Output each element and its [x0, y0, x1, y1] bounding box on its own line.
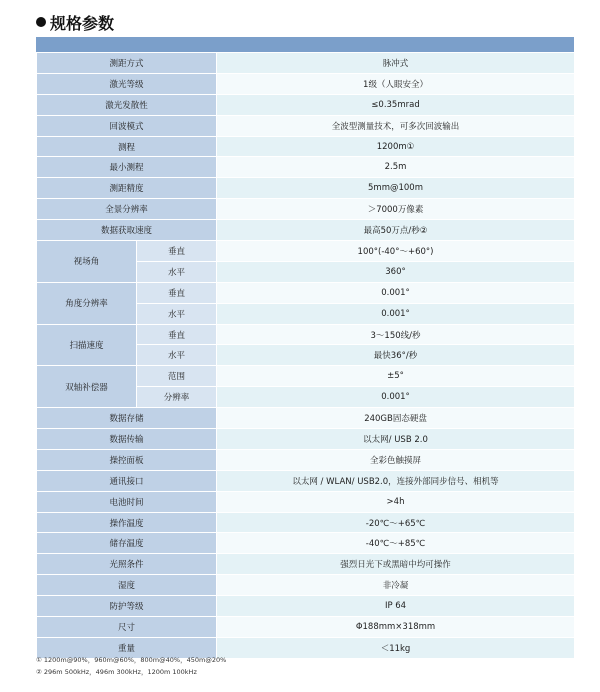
row-value: 360°: [217, 261, 575, 282]
table-row: [37, 617, 575, 638]
row-label: 数据获取速度: [37, 220, 217, 241]
row-value: 0.001°: [217, 387, 575, 408]
row-label: 回波模式: [37, 115, 217, 136]
row-label: 操控面板: [37, 449, 217, 470]
sub-label: 垂直: [137, 324, 217, 345]
row-value: 1级（人眼安全）: [217, 73, 575, 94]
row-label: 激光等级: [37, 73, 217, 94]
row-value: 非冷凝: [217, 575, 575, 596]
row-label: 数据存储: [37, 408, 217, 429]
row-label: 尺寸: [37, 617, 217, 638]
row-value: 5mm@100m: [217, 178, 575, 199]
row-label: 数据传输: [37, 429, 217, 450]
row-label: 测距方式: [37, 53, 217, 74]
table-row: [37, 512, 575, 533]
sub-label: 垂直: [137, 241, 217, 262]
table-header-bar: [36, 37, 574, 52]
table-row: [37, 575, 575, 596]
row-value: 脉冲式: [217, 53, 575, 74]
row-value: 强烈日光下或黑暗中均可操作: [217, 554, 575, 575]
table-row: [37, 596, 575, 617]
row-value: 最高50万点/秒②: [217, 220, 575, 241]
row-label: 操作温度: [37, 512, 217, 533]
row-value: -40℃～+85℃: [217, 533, 575, 554]
table-row: [37, 94, 575, 115]
footnote: ① 1200m@90%，960m@60%，800m@40%，450m@20%: [36, 656, 227, 664]
table-row: [37, 220, 575, 241]
row-value: 以太网 / WLAN/ USB2.0，连接外部同步信号、相机等: [217, 470, 575, 491]
sub-label: 水平: [137, 261, 217, 282]
row-value: 以太网/ USB 2.0: [217, 429, 575, 450]
row-label: 光照条件: [37, 554, 217, 575]
table-row: [37, 53, 575, 74]
footnote: ② 296m 500kHz，496m 300kHz，1200m 100kHz: [36, 668, 197, 676]
row-value: 240GB固态硬盘: [217, 408, 575, 429]
table-row: [37, 449, 575, 470]
spec-table: [36, 52, 575, 659]
row-label: 全景分辨率: [37, 199, 217, 220]
row-value: 1200m①: [217, 136, 575, 157]
table-row: [37, 282, 575, 303]
table-row: [37, 470, 575, 491]
row-value: ±5°: [217, 366, 575, 387]
sub-label: 范围: [137, 366, 217, 387]
section-title: [36, 10, 114, 34]
section-title-text: 规格参数: [50, 13, 115, 33]
table-row: [37, 533, 575, 554]
row-value: 100°(-40°～+60°): [217, 241, 575, 262]
table-row: [37, 73, 575, 94]
sub-label: 分辨率: [137, 387, 217, 408]
row-label: 测程: [37, 136, 217, 157]
row-value: ＜11kg: [217, 637, 575, 658]
row-label: 储存温度: [37, 533, 217, 554]
row-value: 全彩色触摸屏: [217, 449, 575, 470]
table-row: [37, 199, 575, 220]
table-row: [37, 241, 575, 262]
row-value: 全波型测量技术，可多次回波输出: [217, 115, 575, 136]
table-row: [37, 115, 575, 136]
table-row: [37, 408, 575, 429]
row-label: 电池时间: [37, 491, 217, 512]
table-row: [37, 366, 575, 387]
row-label: 测距精度: [37, 178, 217, 199]
row-value: 2.5m: [217, 157, 575, 178]
table-row: [37, 136, 575, 157]
row-value: 3～150线/秒: [217, 324, 575, 345]
sub-label: 垂直: [137, 282, 217, 303]
row-value: Φ188mm×318mm: [217, 617, 575, 638]
group-label: 双轴补偿器: [37, 366, 137, 408]
row-label: 最小测程: [37, 157, 217, 178]
row-value: >4h: [217, 491, 575, 512]
row-value: -20℃～+65℃: [217, 512, 575, 533]
row-label: 重量: [37, 637, 217, 658]
table-row: [37, 157, 575, 178]
row-label: 激光发散性: [37, 94, 217, 115]
group-label: 角度分辨率: [37, 282, 137, 324]
row-label: 防护等级: [37, 596, 217, 617]
bullet-icon: [36, 17, 46, 27]
sub-label: 水平: [137, 303, 217, 324]
sub-label: 水平: [137, 345, 217, 366]
table-row: [37, 554, 575, 575]
table-row: [37, 324, 575, 345]
row-value: 0.001°: [217, 282, 575, 303]
row-label: 通讯接口: [37, 470, 217, 491]
footnotes: [36, 654, 226, 678]
group-label: 扫描速度: [37, 324, 137, 366]
row-value: ＞7000万像素: [217, 199, 575, 220]
group-label: 视场角: [37, 241, 137, 283]
row-label: 湿度: [37, 575, 217, 596]
row-value: ≤0.35mrad: [217, 94, 575, 115]
table-row: [37, 491, 575, 512]
table-row: [37, 429, 575, 450]
row-value: 最快36°/秒: [217, 345, 575, 366]
table-row: [37, 178, 575, 199]
row-value: 0.001°: [217, 303, 575, 324]
row-value: IP 64: [217, 596, 575, 617]
